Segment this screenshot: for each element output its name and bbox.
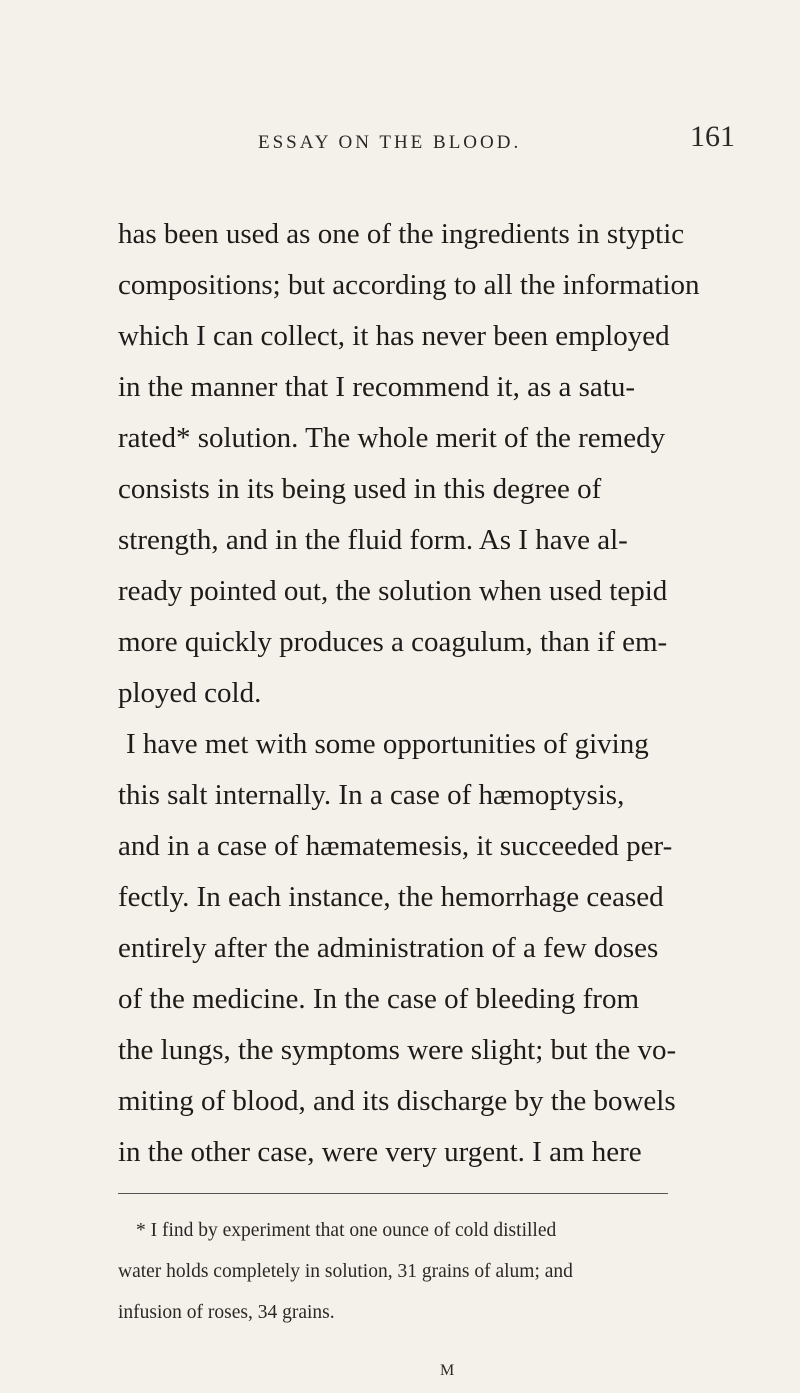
- body-line: which I can collect, it has never been employed: [118, 320, 670, 352]
- body-line: in the manner that I recommend it, as a satu-: [118, 371, 635, 403]
- body-line: consists in its being used in this degree of: [118, 473, 602, 505]
- footnote-line: water holds completely in solution, 31 grains of alum; and: [118, 1261, 573, 1282]
- body-line: the lungs, the symptoms were slight; but the vo-: [118, 1034, 677, 1066]
- body-line: ployed cold.: [118, 677, 262, 709]
- body-line: has been used as one of the ingredients in styptic: [118, 218, 685, 250]
- body-line: fectly. In each instance, the hemorrhage ceased: [118, 881, 664, 913]
- footnote-line: * I find by experiment that one ounce of cold distilled: [136, 1220, 557, 1241]
- body-line: in the other case, were very urgent. I am here: [118, 1136, 642, 1168]
- running-head: ESSAY ON THE BLOOD.: [258, 132, 522, 153]
- body-line: strength, and in the fluid form. As I have al-: [118, 524, 628, 556]
- footnote-line: infusion of roses, 34 grains.: [118, 1302, 335, 1323]
- body-line: ready pointed out, the solution when used tepid: [118, 575, 668, 607]
- body-line: and in a case of hæmatemesis, it succeeded per-: [118, 830, 673, 862]
- body-line: I have met with some opportunities of giving: [126, 728, 649, 760]
- body-line: miting of blood, and its discharge by the bowels: [118, 1085, 676, 1117]
- body-line: rated* solution. The whole merit of the remedy: [118, 422, 666, 454]
- signature-mark: M: [440, 1362, 456, 1379]
- body-line: this salt internally. In a case of hæmoptysis,: [118, 779, 625, 811]
- page-number: 161: [690, 120, 735, 153]
- body-line: more quickly produces a coagulum, than if em-: [118, 626, 668, 658]
- body-line: of the medicine. In the case of bleeding from: [118, 983, 639, 1015]
- body-line: compositions; but according to all the information: [118, 269, 700, 301]
- body-line: entirely after the administration of a few doses: [118, 932, 659, 964]
- footnote-divider: [118, 1193, 668, 1194]
